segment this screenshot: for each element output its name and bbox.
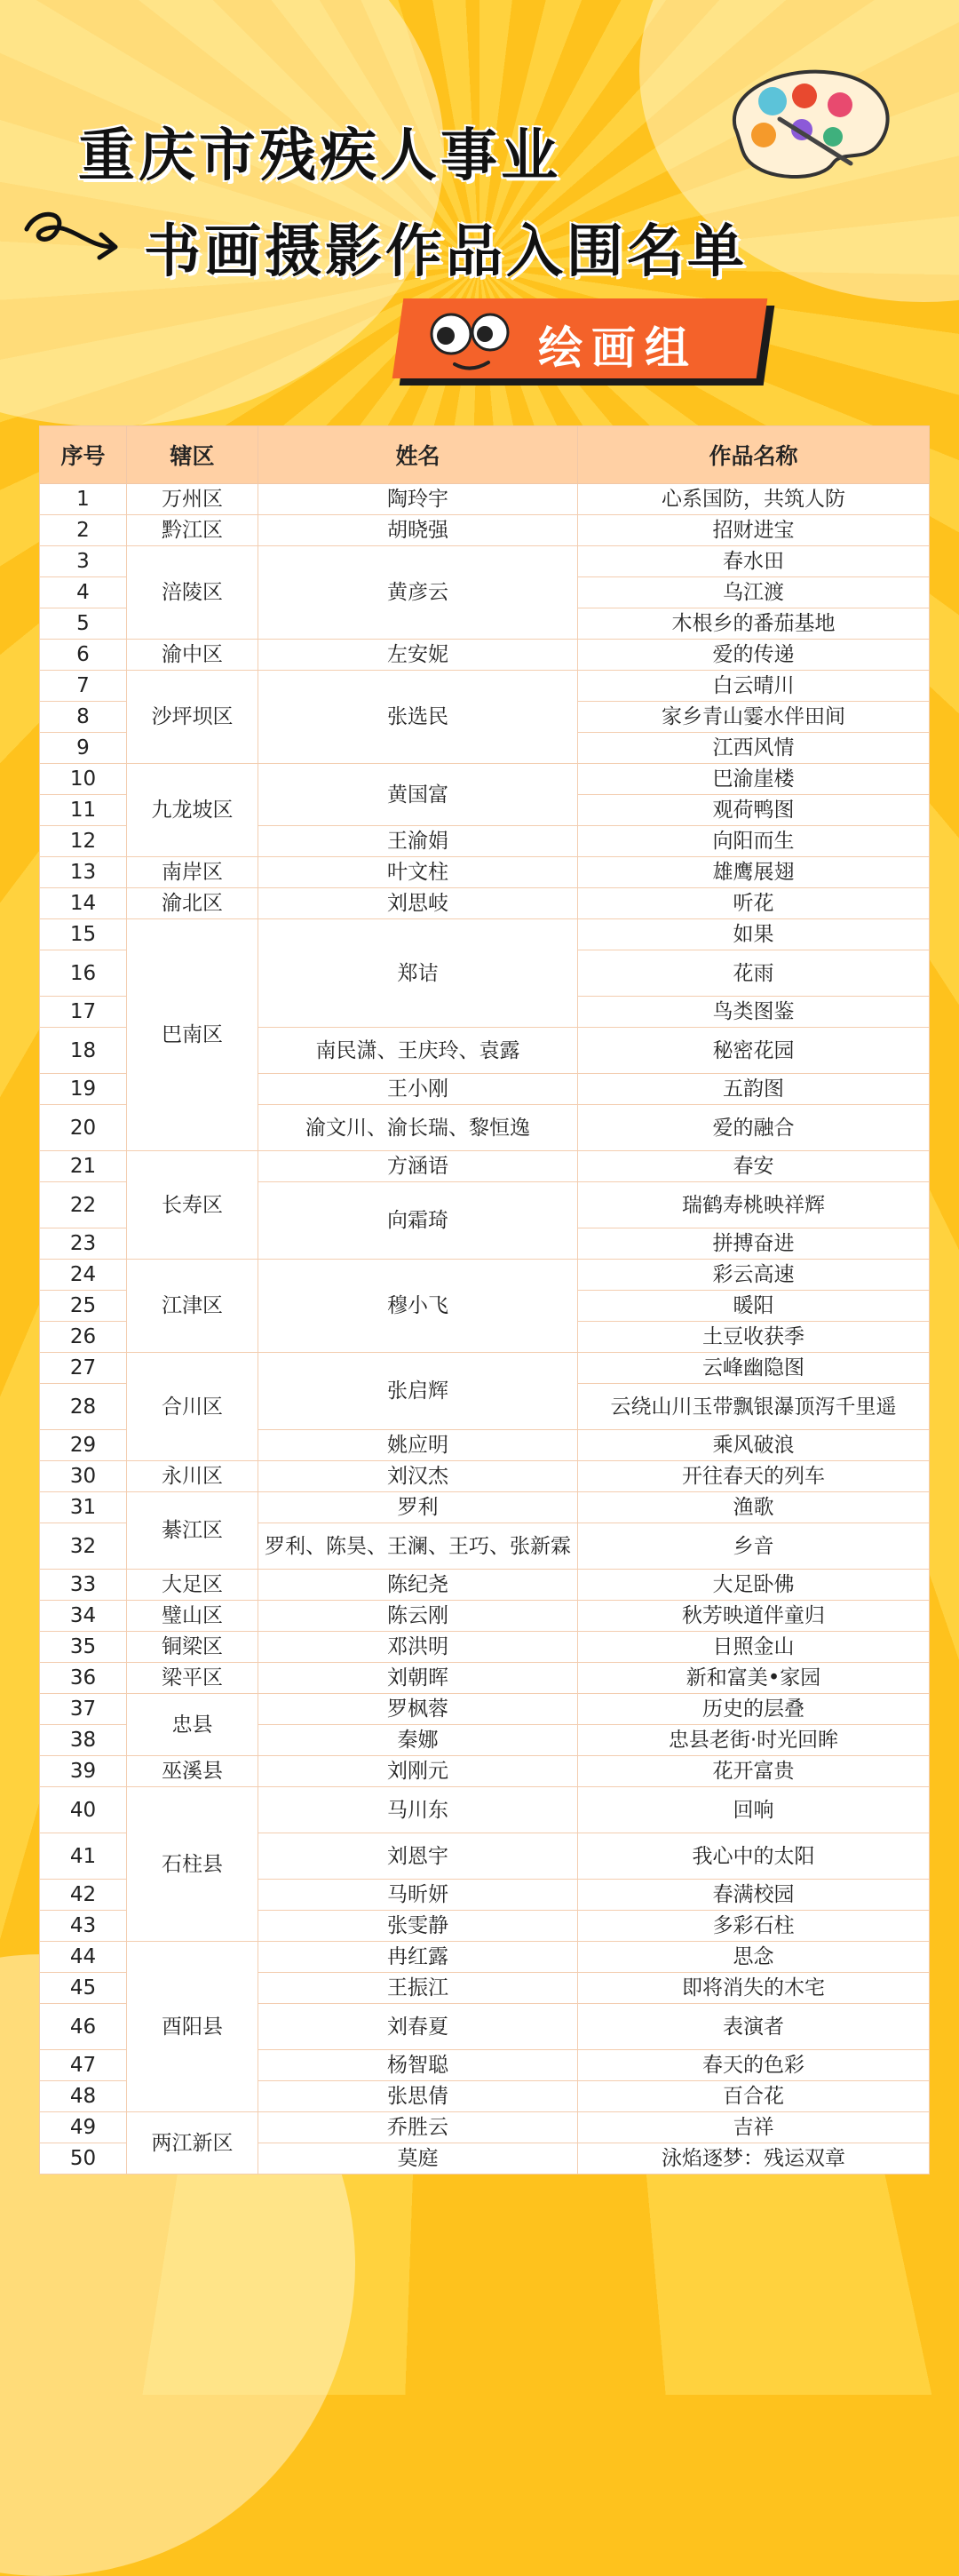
cell-district: 璧山区	[127, 1601, 258, 1632]
cell-no: 6	[40, 640, 127, 671]
table-row	[40, 515, 930, 546]
table-header-row	[40, 426, 930, 484]
cell-district: 酉阳县	[127, 1942, 258, 2112]
table-row	[40, 640, 930, 671]
table-row	[40, 1632, 930, 1663]
cell-work: 瑞鹤寿桃映祥辉	[578, 1182, 930, 1228]
cell-work: 爱的融合	[578, 1105, 930, 1151]
cell-work: 表演者	[578, 2004, 930, 2050]
table-row	[40, 1663, 930, 1694]
cell-no: 25	[40, 1291, 127, 1322]
cell-no: 18	[40, 1028, 127, 1074]
cell-no: 38	[40, 1725, 127, 1756]
cell-work: 乡音	[578, 1523, 930, 1570]
cell-no: 29	[40, 1430, 127, 1461]
cell-work: 云峰幽隐图	[578, 1353, 930, 1384]
cell-work: 向阳而生	[578, 826, 930, 857]
cell-no: 35	[40, 1632, 127, 1663]
cell-name: 张选民	[258, 671, 578, 764]
table-row	[40, 1461, 930, 1492]
cell-work: 如果	[578, 919, 930, 950]
cell-no: 3	[40, 546, 127, 577]
cell-work: 乘风破浪	[578, 1430, 930, 1461]
table-row	[40, 888, 930, 919]
cell-no: 2	[40, 515, 127, 546]
table-body	[40, 484, 930, 2174]
cell-district: 巴南区	[127, 919, 258, 1151]
cell-name: 张启辉	[258, 1353, 578, 1430]
cell-name: 杨智聪	[258, 2050, 578, 2081]
table-row	[40, 919, 930, 950]
cell-name: 陈云刚	[258, 1601, 578, 1632]
table-row	[40, 1492, 930, 1523]
cell-work: 春水田	[578, 546, 930, 577]
cell-work: 秋芳映道伴童归	[578, 1601, 930, 1632]
cell-name: 胡晓强	[258, 515, 578, 546]
cell-work: 五韵图	[578, 1074, 930, 1105]
cell-work: 新和富美•家园	[578, 1663, 930, 1694]
cell-district: 江津区	[127, 1260, 258, 1353]
cell-no: 49	[40, 2112, 127, 2143]
cell-work: 春天的色彩	[578, 2050, 930, 2081]
table-row	[40, 1151, 930, 1182]
cell-work: 忠县老街·时光回眸	[578, 1725, 930, 1756]
cell-work: 秘密花园	[578, 1028, 930, 1074]
category-badge-label: 绘画组	[538, 322, 698, 374]
cell-name: 穆小飞	[258, 1260, 578, 1353]
cell-no: 9	[40, 733, 127, 764]
cell-work: 百合花	[578, 2081, 930, 2112]
cell-work: 开往春天的列车	[578, 1461, 930, 1492]
cell-work: 江西风情	[578, 733, 930, 764]
cell-district: 巫溪县	[127, 1756, 258, 1787]
cell-work: 云绕山川玉带飘银瀑顶泻千里遥	[578, 1384, 930, 1430]
cell-name: 陶玲宇	[258, 484, 578, 515]
cell-district: 铜梁区	[127, 1632, 258, 1663]
cell-name: 张思倩	[258, 2081, 578, 2112]
cell-no: 14	[40, 888, 127, 919]
table-row	[40, 484, 930, 515]
cell-work: 木根乡的番茄基地	[578, 608, 930, 640]
cartoon-eyes-icon	[424, 309, 522, 378]
column-header-district: 辖区	[127, 426, 258, 484]
cell-no: 10	[40, 764, 127, 795]
cell-name: 方涵语	[258, 1151, 578, 1182]
cell-work: 即将消失的木宅	[578, 1973, 930, 2004]
cell-name: 王小刚	[258, 1074, 578, 1105]
cell-no: 41	[40, 1833, 127, 1880]
cell-district: 合川区	[127, 1353, 258, 1461]
cell-district: 梁平区	[127, 1663, 258, 1694]
cell-name: 罗枫蓉	[258, 1694, 578, 1725]
cell-district: 两江新区	[127, 2112, 258, 2174]
cell-no: 7	[40, 671, 127, 702]
table-row	[40, 764, 930, 795]
cell-no: 40	[40, 1787, 127, 1833]
table-row	[40, 1570, 930, 1601]
cell-work: 白云晴川	[578, 671, 930, 702]
cell-work: 我心中的太阳	[578, 1833, 930, 1880]
cell-name: 罗利	[258, 1492, 578, 1523]
cell-no: 20	[40, 1105, 127, 1151]
cell-no: 27	[40, 1353, 127, 1384]
title-line-2: 书画摄影作品入围名单	[144, 219, 748, 285]
cell-no: 32	[40, 1523, 127, 1570]
cell-no: 21	[40, 1151, 127, 1182]
cell-district: 九龙坡区	[127, 764, 258, 857]
cell-work: 乌江渡	[578, 577, 930, 608]
cell-work: 鸟类图鉴	[578, 997, 930, 1028]
cell-district: 沙坪坝区	[127, 671, 258, 764]
table-row	[40, 1601, 930, 1632]
cell-no: 13	[40, 857, 127, 888]
cell-no: 47	[40, 2050, 127, 2081]
nominee-table	[39, 425, 929, 2174]
table-row	[40, 1694, 930, 1725]
cell-no: 24	[40, 1260, 127, 1291]
cell-work: 招财进宝	[578, 515, 930, 546]
table-row	[40, 546, 930, 577]
cell-no: 43	[40, 1911, 127, 1942]
cell-work: 听花	[578, 888, 930, 919]
cell-no: 26	[40, 1322, 127, 1353]
cell-no: 12	[40, 826, 127, 857]
cell-district: 万州区	[127, 484, 258, 515]
table-row	[40, 1756, 930, 1787]
cell-no: 17	[40, 997, 127, 1028]
cell-no: 42	[40, 1880, 127, 1911]
cell-work: 泳焰逐梦：残运双章	[578, 2143, 930, 2174]
cell-name: 刘刚元	[258, 1756, 578, 1787]
column-header-no: 序号	[40, 426, 127, 484]
table-row	[40, 1260, 930, 1291]
cell-district: 綦江区	[127, 1492, 258, 1570]
cell-no: 1	[40, 484, 127, 515]
table-row	[40, 1942, 930, 1973]
cell-no: 11	[40, 795, 127, 826]
cell-district: 长寿区	[127, 1151, 258, 1260]
cell-name: 刘思岐	[258, 888, 578, 919]
cell-district: 渝北区	[127, 888, 258, 919]
cell-name: 王振江	[258, 1973, 578, 2004]
column-header-name: 姓名	[258, 426, 578, 484]
cell-name: 邓洪明	[258, 1632, 578, 1663]
cell-work: 拼搏奋进	[578, 1228, 930, 1260]
cell-no: 30	[40, 1461, 127, 1492]
table-row	[40, 671, 930, 702]
cell-work: 暖阳	[578, 1291, 930, 1322]
cell-work: 大足卧佛	[578, 1570, 930, 1601]
cell-no: 36	[40, 1663, 127, 1694]
cell-no: 34	[40, 1601, 127, 1632]
cell-name: 乔胜云	[258, 2112, 578, 2143]
cell-district: 渝中区	[127, 640, 258, 671]
column-header-work: 作品名称	[578, 426, 930, 484]
cell-name: 刘春夏	[258, 2004, 578, 2050]
curly-arrow-icon	[20, 203, 126, 274]
cell-district: 南岸区	[127, 857, 258, 888]
cell-no: 23	[40, 1228, 127, 1260]
cell-work: 家乡青山霎水伴田间	[578, 702, 930, 733]
cell-no: 28	[40, 1384, 127, 1430]
cell-work: 土豆收获季	[578, 1322, 930, 1353]
cell-district: 石柱县	[127, 1787, 258, 1942]
cell-work: 渔歌	[578, 1492, 930, 1523]
cell-name: 罗利、陈昊、王澜、王巧、张新霖	[258, 1523, 578, 1570]
cell-name: 左安妮	[258, 640, 578, 671]
cell-no: 39	[40, 1756, 127, 1787]
header	[0, 0, 959, 426]
cell-name: 张雯静	[258, 1911, 578, 1942]
cell-work: 春满校园	[578, 1880, 930, 1911]
cell-name: 黄彦云	[258, 546, 578, 640]
cell-name: 向霜琦	[258, 1182, 578, 1260]
cell-work: 回响	[578, 1787, 930, 1833]
cell-name: 秦娜	[258, 1725, 578, 1756]
cell-name: 刘朝晖	[258, 1663, 578, 1694]
cell-no: 15	[40, 919, 127, 950]
category-badge	[398, 298, 785, 389]
table-row	[40, 857, 930, 888]
cell-name: 陈纪尧	[258, 1570, 578, 1601]
cell-work: 彩云高速	[578, 1260, 930, 1291]
cell-work: 观荷鸭图	[578, 795, 930, 826]
cell-no: 22	[40, 1182, 127, 1228]
cell-name: 黄国富	[258, 764, 578, 826]
cell-no: 46	[40, 2004, 127, 2050]
cell-work: 雄鹰展翅	[578, 857, 930, 888]
cell-work: 吉祥	[578, 2112, 930, 2143]
cell-name: 马昕妍	[258, 1880, 578, 1911]
cell-name: 郑诘	[258, 919, 578, 1028]
cell-district: 涪陵区	[127, 546, 258, 640]
cell-work: 爱的传递	[578, 640, 930, 671]
cell-no: 45	[40, 1973, 127, 2004]
cell-work: 日照金山	[578, 1632, 930, 1663]
cell-no: 5	[40, 608, 127, 640]
table-row	[40, 1787, 930, 1833]
cell-work: 巴渝崖楼	[578, 764, 930, 795]
cell-name: 马川东	[258, 1787, 578, 1833]
cell-no: 19	[40, 1074, 127, 1105]
title-line-1: 重庆市残疾人事业	[78, 123, 561, 189]
cell-work: 花雨	[578, 950, 930, 997]
cell-no: 48	[40, 2081, 127, 2112]
cell-no: 31	[40, 1492, 127, 1523]
cell-name: 南民潇、王庆玲、袁露	[258, 1028, 578, 1074]
cell-work: 思念	[578, 1942, 930, 1973]
paint-palette-icon	[717, 66, 895, 181]
cell-name: 姚应明	[258, 1430, 578, 1461]
table-row	[40, 2112, 930, 2143]
cell-no: 50	[40, 2143, 127, 2174]
cell-no: 4	[40, 577, 127, 608]
cell-district: 黔江区	[127, 515, 258, 546]
cell-name: 冉红露	[258, 1942, 578, 1973]
cell-name: 刘汉杰	[258, 1461, 578, 1492]
cell-work: 历史的层叠	[578, 1694, 930, 1725]
cell-name: 叶文柱	[258, 857, 578, 888]
cell-no: 8	[40, 702, 127, 733]
cell-district: 忠县	[127, 1694, 258, 1756]
cell-name: 莫庭	[258, 2143, 578, 2174]
cell-work: 心系国防，共筑人防	[578, 484, 930, 515]
cell-no: 37	[40, 1694, 127, 1725]
cell-work: 多彩石柱	[578, 1911, 930, 1942]
cell-work: 花开富贵	[578, 1756, 930, 1787]
cell-no: 44	[40, 1942, 127, 1973]
cell-district: 永川区	[127, 1461, 258, 1492]
cell-work: 春安	[578, 1151, 930, 1182]
cell-no: 33	[40, 1570, 127, 1601]
table-row	[40, 1353, 930, 1384]
cell-no: 16	[40, 950, 127, 997]
cell-district: 大足区	[127, 1570, 258, 1601]
cell-name: 渝文川、渝长瑞、黎恒逸	[258, 1105, 578, 1151]
cell-name: 刘恩宇	[258, 1833, 578, 1880]
cell-name: 王渝娟	[258, 826, 578, 857]
